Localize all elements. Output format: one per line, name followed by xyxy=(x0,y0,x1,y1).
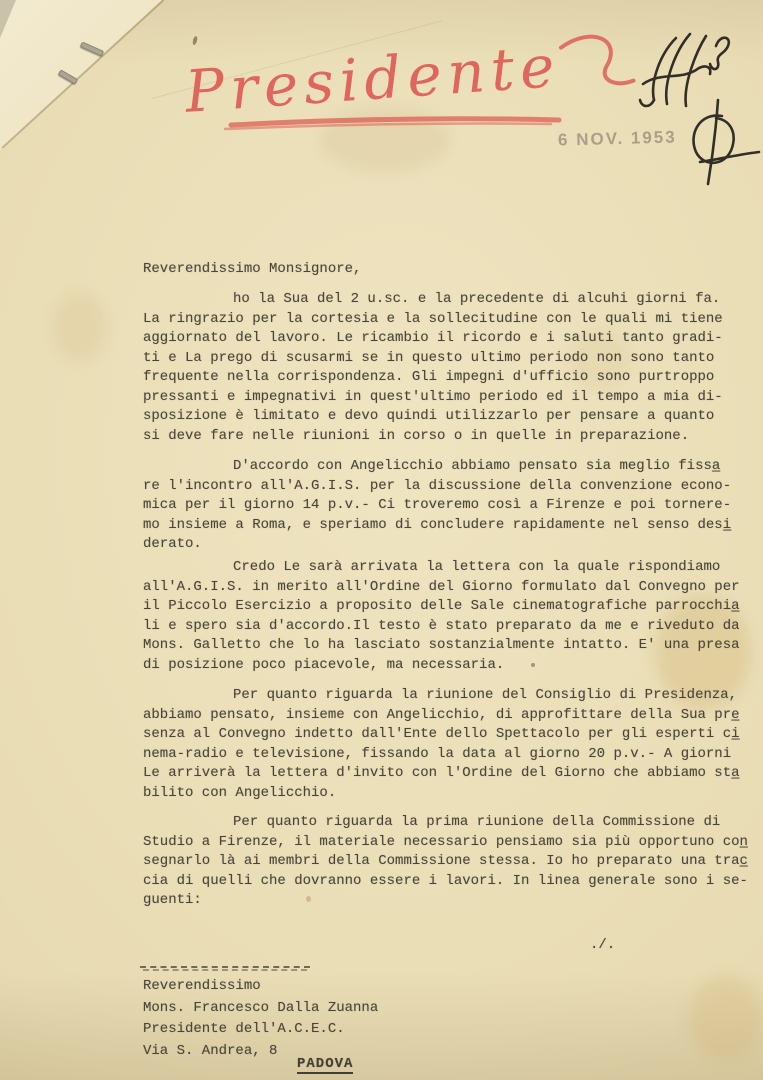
letter-line: ho la Sua del 2 u.sc. e la precedente di alcuhi giorni fa. xyxy=(233,291,721,307)
recipient-city: PADOVA xyxy=(297,1056,354,1072)
letter-line: aggiornato del lavoro. Le ricambio il ricordo e i saluti tanto gradi- xyxy=(143,330,723,346)
letter-line: sposizione è limitato e devo quindi utilizzarlo per pensare a quanto xyxy=(143,408,715,424)
salutation: Reverendissimo Monsignore, xyxy=(143,261,362,277)
letter-line: Le arriverà la lettera d'invito con l'Ordine del Giorno che abbiamo sta̲ xyxy=(143,765,740,781)
ink-flourish xyxy=(708,100,718,184)
letter-line: mica per il giorno 14 p.v.- Ci troveremo così a Firenze e poi tornere- xyxy=(143,497,732,513)
paragraph xyxy=(143,686,740,803)
recipient-line: Presidente dell'A.C.E.C. xyxy=(143,1021,345,1038)
paragraph xyxy=(143,457,731,555)
recipient-line: Reverendissimo xyxy=(143,978,261,994)
letter-line: derato. xyxy=(143,536,202,552)
handwritten-flourish xyxy=(560,34,633,88)
paragraph xyxy=(143,813,748,911)
recipient-address xyxy=(143,976,378,1063)
letter-line: il Piccolo Esercizio a proposito delle Sale cinematografiche parrocchia̲ xyxy=(143,598,740,614)
letter-line: Mons. Galletto che lo ha lasciato sostanzialmente intatto. E' una presa xyxy=(143,637,740,653)
letter-line: La ringrazio per la cortesia e la sollecitudine con le quali mi tiene xyxy=(143,310,723,327)
letter-line: ti e La prego di scusarmi se in questo ultimo periodo non sono tanto xyxy=(143,349,715,366)
letter-line: cia di quelli che dovranno essere i lavori. In linea generale sono i se- xyxy=(143,872,748,889)
letter-line: bilito con Angelicchio. xyxy=(143,784,337,801)
ink-flourish xyxy=(700,152,759,162)
letter-line: di posizione poco piacevole, ma necessaria. xyxy=(143,656,505,673)
letter-line: all'A.G.I.S. in merito all'Ordine del Giorno formulato dal Convegno per xyxy=(143,578,740,595)
letter-line: senza al Convegno indetto dall'Ente dello Spettacolo per gli esperti ci̲ xyxy=(143,726,740,742)
letter-line: Credo Le sarà arrivata la lettera con la quale rispondiamo xyxy=(233,559,721,575)
handwritten-title-presidente xyxy=(155,12,675,147)
paragraph xyxy=(143,558,740,675)
letter-line: mo insieme a Roma, e speriamo di concludere rapidamente nel senso desi̲ xyxy=(143,516,732,533)
letter-line: abbiamo pensato, insieme con Angelicchio, di approfittare della Sua pre̲ xyxy=(143,706,740,723)
handwritten-title-text: Presidente xyxy=(182,31,563,126)
letter-line: re l'incontro all'A.G.I.S. per la discussione della convenzione econo- xyxy=(143,477,732,494)
letter-line: Per quanto riguarda la prima riunione della Commissione di xyxy=(233,814,721,830)
recipient-line: Mons. Francesco Dalla Zuanna xyxy=(143,999,379,1016)
letter-line: si deve fare nelle riunioni in corso o in quelle in preparazione. xyxy=(143,427,690,444)
ink-scribble xyxy=(686,36,706,106)
date-stamp: 6 NOV. 1953 xyxy=(557,127,677,150)
paragraph xyxy=(143,290,723,446)
letter-line: Studio a Firenze, il materiale necessario pensiamo sia più opportuno con̲ xyxy=(143,833,748,850)
ink-scribble xyxy=(710,38,729,69)
continuation-mark: ./. xyxy=(590,937,616,953)
letter-line: guenti: xyxy=(143,892,202,908)
letter-line: frequente nella corrispondenza. Gli impegni d'ufficio sono purtroppo xyxy=(143,369,715,385)
paper-stain xyxy=(52,292,107,362)
letter-line: segnarlo là ai membri della Commissione stessa. Io ho preparato una trac̲ xyxy=(143,853,748,869)
letter-line: pressanti e impegnativi in quest'ultimo periodo ed il tempo a mia di- xyxy=(143,388,723,405)
letter-line: Per quanto riguarda la riunione del Consiglio di Presidenza, xyxy=(233,687,738,703)
letter-line: li e spero sia d'accordo.Il testo è stato preparato da me e riveduto da xyxy=(143,617,740,634)
ink-flourish xyxy=(694,116,734,163)
paper-stain xyxy=(688,975,763,1060)
letter-line: nema-radio e televisione, fissando la data al giorno 20 p.v.- A giorni xyxy=(143,745,732,762)
letter-line: D'accordo con Angelicchio abbiamo pensato sia meglio fissa̲ xyxy=(233,458,721,474)
typed-divider-rule xyxy=(140,966,310,973)
recipient-line: Via S. Andrea, 8 xyxy=(143,1043,278,1060)
